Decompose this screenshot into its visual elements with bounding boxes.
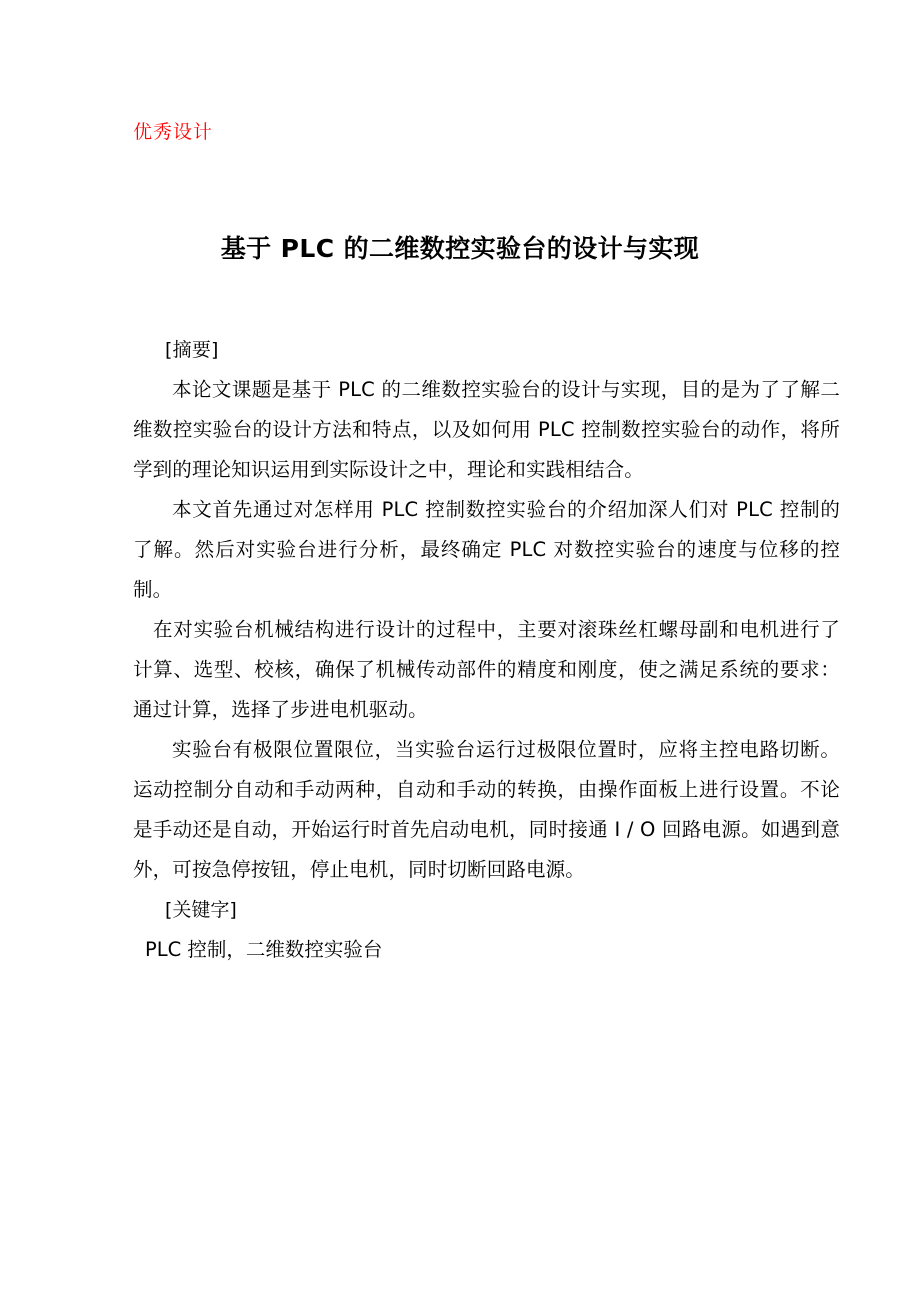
abstract-paragraph-2: 本文首先通过对怎样用 PLC 控制数控实验台的介绍加深人们对 PLC 控制的了解。然后对实验台进行分析，最终确定 PLC 对数控实验台的速度与位移的控制。 — [133, 498, 840, 601]
abstract-section — [133, 330, 840, 970]
keywords-label: [关键字] — [165, 899, 237, 921]
abstract-label: [摘要] — [165, 339, 219, 361]
abstract-paragraph-3: 在对实验台机械结构进行设计的过程中，主要对滚珠丝杠螺母副和电机进行了计算、选型、校核，确保了机械传动部件的精度和刚度，使之满足系统的要求：通过计算，选择了步进电机驱动。 — [133, 618, 840, 721]
abstract-paragraph-4: 实验台有极限位置限位，当实验台运行过极限位置时，应将主控电路切断。运动控制分自动和手动两种，自动和手动的转换，由操作面板上进行设置。不论是手动还是自动，开始运行时首先启动电机，同时接通 I / O 回路电源。如遇到意外，可按急停按钮，停止电机，同时切断回路电源。 — [133, 738, 840, 881]
page-title: 基于 PLC 的二维数控实验台的设计与实现 — [220, 234, 700, 263]
abstract-paragraph-1: 本论文课题是基于 PLC 的二维数控实验台的设计与实现，目的是为了了解二维数控实验台的设计方法和特点，以及如何用 PLC 控制数控实验台的动作，将所学到的理论知识运用到实际设计之中，理论和实践相结合。 — [133, 378, 840, 481]
keywords-value: PLC 控制，二维数控实验台 — [145, 938, 383, 961]
header-mark-excellent-design: 优秀设计 — [133, 121, 214, 143]
